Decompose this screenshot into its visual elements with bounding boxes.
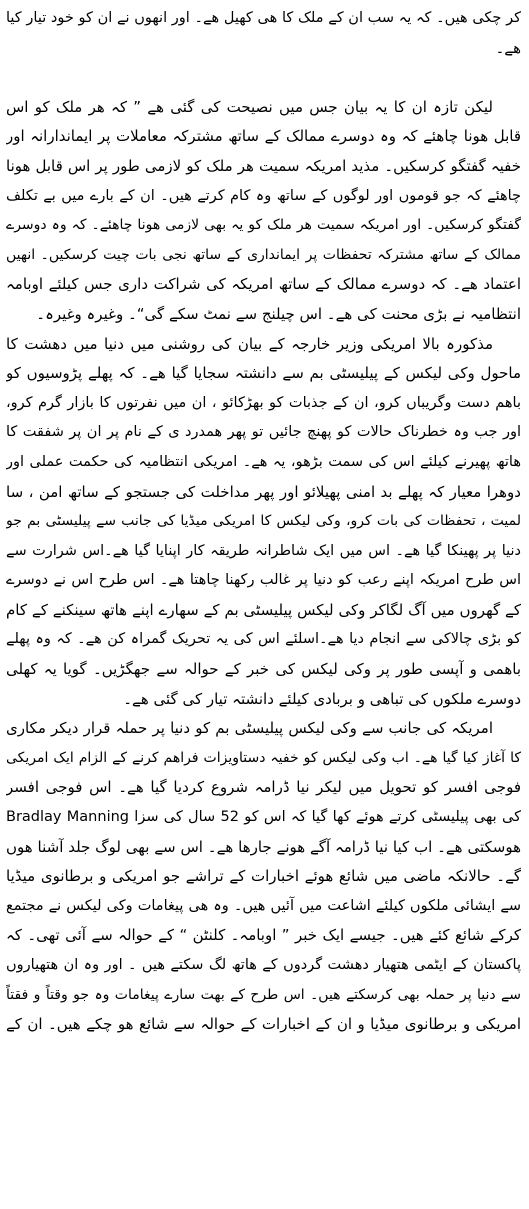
- text-line: سے دنیا پر حملہ بھی کرسکتے ھیں۔ اس طرح کے بھت سارے پیغامات وہ جو وقتاً و فقتاً: [6, 986, 521, 1003]
- text-line: دوسرے ملکوں کی تباھی و بربادی کیلئے دانشتہ تیار کی گئی ھے۔: [123, 689, 521, 708]
- text-line: اور جب وہ خطرناک حالات کو پھنچ جائیں تو پھر ھمدرد ی کے نام پر ان پر شفقت کا: [6, 424, 521, 441]
- text-line: انتظامیہ نے بڑی محنت کی ھے۔ اس چیلنج سے نمٹ سکے گی“۔ وغیرہ وغیرہ۔: [36, 304, 521, 323]
- text-line: کا آغاز کیا گیا ھے۔ اب وکی لیکس کو خفیہ دستاویزات فراھم کرنے کے الزام ایک امریکی: [6, 749, 521, 766]
- paragraph-gap: [6, 63, 521, 93]
- officer-name: Bradlay Manning: [6, 809, 129, 826]
- text-line: ھاتھ پھیرنے کیلئے اس کی سمت بڑھو، یہ ھے۔ امریکی انتظامیہ کی حکمت عملی اور: [6, 453, 521, 470]
- text-line-with-name: [6, 803, 521, 833]
- text-line: مذکورہ بالا امریکی وزیر خارجہ کے بیان کی روشنی میں دنیا میں دھشت کا: [6, 334, 493, 353]
- text-line: پاکستان کے ایٹمی ھتھیار دھشت گردوں کے ھاتھ لگ سکتے ھیں ۔ اور وہ ان ھتھیاروں: [6, 957, 521, 973]
- text-line: گے۔ حالانکہ ماضی میں شائع ھوئے اخبارات کے تراشے جو امریکی و برطانوی میڈیا: [6, 867, 521, 886]
- text-line: لیکن تازہ ان کا یہ بیان جس میں نصیحت کی گئی ھے ” کہ ھر ملک کو اس: [6, 97, 493, 116]
- article-body: [6, 4, 521, 1040]
- text-line: چاھئے کہ جو قوموں اور لوگوں کے ساتھ وہ کام کرتے ھیں۔ ان کے بارے میں بے تکلف: [6, 187, 521, 204]
- text-line: امریکہ کی جانب سے وکی لیکس پیلیسٹی بم کو دنیا پر حملہ قرار دیکر مکاری: [6, 719, 493, 738]
- text-line: ماحول وکی لیکس کے پیلیسٹی بم سے دانشتہ سجایا گیا ھے۔ کہ پھلے پڑوسیوں کو: [6, 364, 521, 383]
- text-line: ھوسکتی ھے۔ اب کیا نیا ڈرامہ آگے ھونے جارھا ھے۔ اس سے بھی لوگ جلد آشنا ھوں: [6, 837, 521, 856]
- text-line: اعتماد ھے۔ کہ دوسرے ممالک کے ساتھ امریکہ کی شراکت داری جس کیلئے اوبامہ: [6, 275, 521, 294]
- text-line: اس طرح امریکہ اپنے رعب کو دنیا پر غالب رکھنا چاھتا ھے۔ اس طرح اس نے دوسرے: [6, 572, 521, 589]
- text-line: گفتگو کرسکیں۔ اور امریکہ سمیت ھر ملک کو یہ بھی لازمی ھونا چاھئے۔ کہ وہ دوسرے: [6, 217, 521, 234]
- text-line: کر چکی ھیں۔ کہ یہ سب ان کے ملک کا ھی کھیل ھے۔ اور انھوں نے ان کو خود تیار کیا: [6, 10, 521, 26]
- text-line: ھے۔: [495, 38, 521, 57]
- text-line: کے گھروں میں آگ لگاکر وکی لیکس پیلیسٹی بم کے سھارے اپنے ھاتھ سینکنے کے کام: [6, 600, 521, 619]
- text-line: خفیہ گفتگو کرسکیں۔ مذید امریکہ سمیت ھر ملک کو لازمی طور پر اس قابل ھونا: [6, 156, 521, 175]
- text-line: قابل ھونا چاھئے کہ وہ دوسرے ممالک کے ساتھ مشترکہ معاملات پر ایماندارانہ اور: [6, 127, 521, 146]
- text-line: سے ایشائی ملکوں کیلئے اشاعت میں آئیں ھیں۔ وہ ھی پیغامات وکی لیکس نے مجتمع: [6, 897, 521, 914]
- text-line: باھم دست وگریباں کرو، ان کے جذبات کو بھڑکائو ، ان میں نفرتوں کا بازار گرم کرو،: [6, 394, 521, 411]
- text-line: فوجی افسر کو تحویل میں لیکر نیا ڈرامہ شروع کردیا گیا ھے۔ اس فوجی افسر: [6, 778, 521, 797]
- text-line: باھمی و آپسی طور پر وکی لیکس کی خبر کے حوالہ سے جھگڑیں۔ گویا یہ کھلی: [6, 660, 521, 679]
- text-segment: کی بھی پیلیسٹی کرتے ھوئے کھا گیا کہ اس کو 52 سال کی سزا: [134, 809, 521, 826]
- text-line: ممالک کے ساتھ مشترکہ تحفظات پر ایمانداری کے ساتھ نجی بات چیت کرسکیں۔ انھیں: [6, 246, 521, 263]
- text-line: امریکی و برطانوی میڈیا و ان کے اخبارات کے حوالہ سے شائع ھو چکے ھیں۔ ان کے: [6, 1015, 521, 1034]
- text-line: کرکے شائع کئے ھیں۔ جیسے ایک خبر ” اوبامہ۔ کلنٹن “ کے حوالہ سے آئی تھی۔ کہ: [6, 926, 521, 945]
- text-line: دنیا پر پھینکا گیا ھے۔ اس میں ایک شاطرانہ طریقہ کار اپنایا گیا ھے۔اس شرارت سے: [6, 542, 521, 559]
- text-line: لمیت ، تحفظات کی بات کرو، وکی لیکس کا امریکی میڈیا کی جانب سے پیلیسٹی بم جو: [6, 513, 521, 530]
- text-line: کو بڑی چالاکی سے انجام دیا ھے۔اسلئے اس کی یہ تحریک گمراہ کن ھے۔ کہ وہ پھلے: [6, 631, 521, 648]
- text-line: دوھرا معیار کہ پھلے بد امنی پھیلائو اور پھر مداخلت کی جستجو کے ساتھ امن ، سا: [6, 482, 521, 501]
